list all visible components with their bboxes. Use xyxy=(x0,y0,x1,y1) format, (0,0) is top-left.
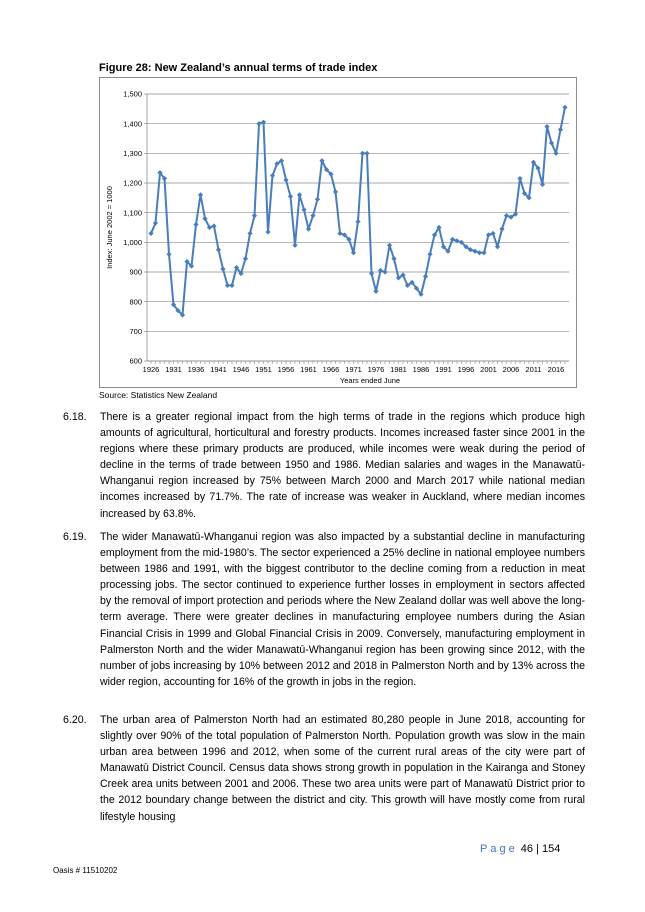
data-point xyxy=(225,283,230,288)
paragraph-6-18 xyxy=(63,409,585,522)
data-point xyxy=(216,247,221,252)
data-point xyxy=(211,223,216,228)
paragraph-number: 6.19. xyxy=(63,531,87,543)
data-point xyxy=(481,250,486,255)
data-point xyxy=(288,194,293,199)
data-point xyxy=(292,243,297,248)
paragraph-text: The wider Manawatū-Whanganui region was also impacted by a substantial decline in manufacturing employment from the mid-1980’s. The sector experienced a 25% decline in national employee numbers between 1986 and 1991, with the biggest contributor to the decline coming from a reduction in meat processing jobs. The sector continued to experience further losses in employment in sectors affected by the removal of import protection and periods where the New Zealand dollar was well above the long-term average. There were greater declines in manufacturing employee numbers during the Asian Financial Crisis in 1999 and Global Financial Crisis in 2009. Conversely, manufacturing employment in Palmerston North and the wider Manawatū-Whanganui region has been growing since 2012, with the number of jobs increasing by 10% between 2012 and 2018 in Palmerston North and by 13% across the wider region, accounting for 16% of the growth in jobs in the region. xyxy=(100,531,585,688)
x-tick-label: 1996 xyxy=(457,365,475,374)
data-point xyxy=(247,231,252,236)
data-point xyxy=(283,177,288,182)
x-tick-label: 1991 xyxy=(435,365,452,374)
data-point xyxy=(373,289,378,294)
y-tick-label: 700 xyxy=(129,326,142,336)
data-point xyxy=(301,207,306,212)
y-tick-label: 1,200 xyxy=(123,178,142,188)
data-point xyxy=(310,213,315,218)
data-point xyxy=(360,151,365,156)
y-tick-label: 1,400 xyxy=(123,119,142,129)
paragraph-6-20 xyxy=(63,712,585,825)
paragraph-text: The urban area of Palmerston North had an estimated 80,280 people in June 2018, accounting for slightly over 90% of the total population of Palmerston North. Population growth was slow in the main urban area between 1996 and 2012, when some of the current rural areas of the city were part of Manawatū District Council. Census data shows strong growth in population in the Kairanga and Stoney Creek area units between 2001 and 2006. These two area units were part of Manawatū District prior to the 2012 boundary change between the district and city. This growth will have mostly come from rural lifestyle housing xyxy=(100,714,585,823)
y-tick-label: 1,000 xyxy=(123,237,142,247)
data-point xyxy=(351,250,356,255)
data-point xyxy=(504,213,509,218)
page-word: Page xyxy=(480,843,518,855)
data-point xyxy=(252,213,257,218)
x-tick-label: 1936 xyxy=(187,365,205,374)
data-point xyxy=(364,151,369,156)
data-point xyxy=(243,256,248,261)
page-number xyxy=(480,843,560,855)
x-tick-label: 2001 xyxy=(480,365,497,374)
paragraph-text: There is a greater regional impact from the high terms of trade in the regions which produce high amounts of agricultural, horticultural and forestry products. Incomes increased faster since 2001 in the regions where these primary products are produced, while incomes were weak during the period of decline in the terms of trade between 1950 and 1986. Median salaries and wages in the Manawatū-Whanganui region increased by 75% between March 2000 and March 2017 while national median incomes increased by 71.7%. The rate of increase was weaker in Auckland, where median incomes increased by 63.8%. xyxy=(100,411,585,520)
x-tick-label: 1931 xyxy=(165,365,182,374)
figure-source: Source: Statistics New Zealand xyxy=(99,390,218,400)
x-tick-label: 1941 xyxy=(210,365,227,374)
data-point xyxy=(562,105,567,110)
x-tick-label: 1961 xyxy=(300,365,317,374)
data-point xyxy=(427,252,432,257)
data-point xyxy=(315,197,320,202)
data-point xyxy=(198,192,203,197)
page-count: 46 | 154 xyxy=(520,843,561,855)
x-tick-label: 1956 xyxy=(277,365,295,374)
data-point xyxy=(355,219,360,224)
data-point xyxy=(472,249,477,254)
x-tick-label: 2006 xyxy=(502,365,520,374)
data-point xyxy=(387,243,392,248)
y-tick-label: 1,500 xyxy=(123,89,142,99)
data-point xyxy=(391,256,396,261)
data-point xyxy=(495,244,500,249)
data-point xyxy=(220,266,225,271)
y-tick-label: 800 xyxy=(129,297,142,307)
data-point xyxy=(517,176,522,181)
paragraph-number: 6.18. xyxy=(63,411,87,423)
x-tick-label: 2011 xyxy=(525,365,542,374)
x-axis-title: Years ended June xyxy=(339,376,401,385)
x-tick-label: 1951 xyxy=(255,365,272,374)
data-point xyxy=(333,189,338,194)
data-point xyxy=(306,226,311,231)
y-tick-label: 1,300 xyxy=(123,148,142,158)
y-axis-title: Index: June 2002 = 1000 xyxy=(105,186,114,269)
data-point xyxy=(256,121,261,126)
oasis-reference: Oasis # 11510202 xyxy=(53,866,118,875)
data-point xyxy=(166,252,171,257)
figure-title: Figure 28: New Zealand’s annual terms of trade index xyxy=(99,62,378,74)
data-point xyxy=(499,226,504,231)
terms-of-trade-chart xyxy=(99,77,577,388)
chart-svg xyxy=(100,78,578,389)
data-point xyxy=(270,173,275,178)
y-tick-label: 1,100 xyxy=(123,208,142,218)
x-tick-label: 1976 xyxy=(367,365,385,374)
y-tick-label: 900 xyxy=(129,267,142,277)
data-point xyxy=(423,274,428,279)
x-tick-label: 1971 xyxy=(345,365,362,374)
data-point xyxy=(544,124,549,129)
data-point xyxy=(229,283,234,288)
data-point xyxy=(337,231,342,236)
data-point xyxy=(490,231,495,236)
x-tick-label: 1981 xyxy=(390,365,407,374)
y-tick-label: 600 xyxy=(129,356,142,366)
data-point xyxy=(477,250,482,255)
x-tick-label: 1926 xyxy=(142,365,160,374)
data-point xyxy=(382,269,387,274)
data-point xyxy=(450,237,455,242)
x-tick-label: 1986 xyxy=(412,365,430,374)
paragraph-number: 6.20. xyxy=(63,714,87,726)
data-point xyxy=(297,192,302,197)
series-line xyxy=(151,107,565,315)
data-point xyxy=(265,229,270,234)
x-tick-label: 2016 xyxy=(547,365,565,374)
x-tick-label: 1966 xyxy=(322,365,340,374)
data-point xyxy=(486,232,491,237)
data-point xyxy=(558,127,563,132)
paragraph-6-19 xyxy=(63,529,585,690)
data-point xyxy=(193,222,198,227)
x-tick-label: 1946 xyxy=(232,365,250,374)
